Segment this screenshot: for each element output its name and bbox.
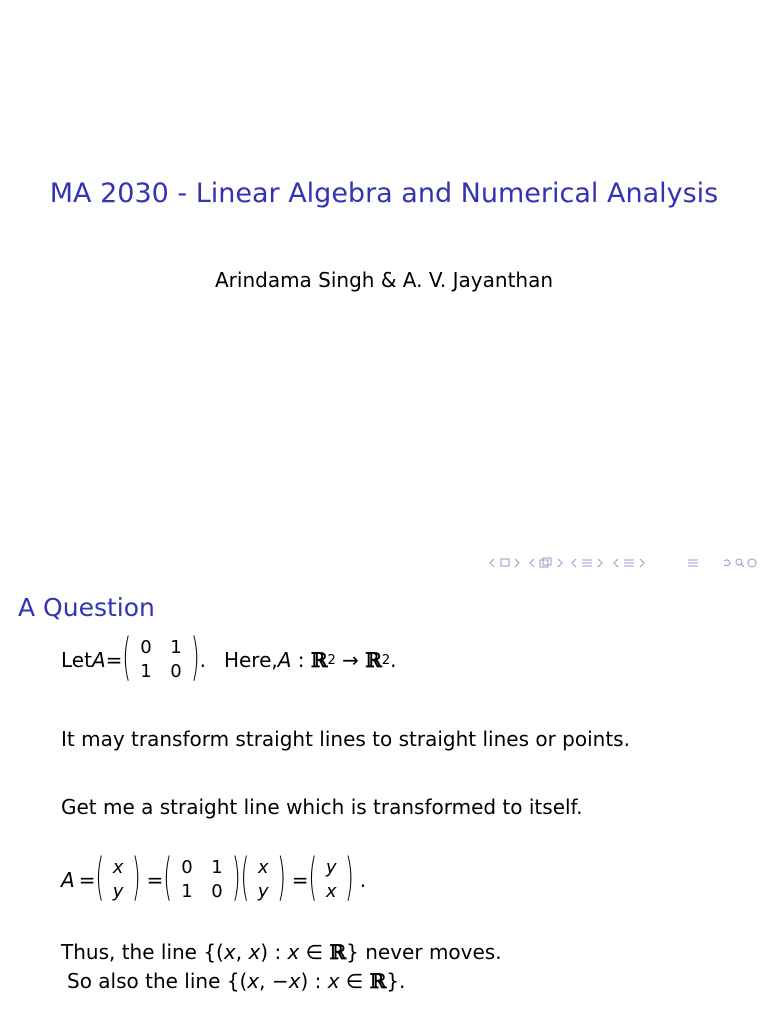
back-icon[interactable] xyxy=(724,560,730,566)
right-paren: ) xyxy=(132,850,141,908)
next-subsection-icon[interactable] xyxy=(598,559,602,567)
reals-symbol: ℝ xyxy=(365,648,382,672)
matrix-variable: A xyxy=(61,868,75,892)
frame-icon[interactable] xyxy=(501,559,509,566)
arrow: → xyxy=(335,648,366,672)
right-paren: ) xyxy=(190,630,200,688)
matrix-cell: 1 xyxy=(181,881,193,902)
text: , − xyxy=(259,969,289,993)
matrix-cell: 1 xyxy=(140,661,152,682)
equals-sign: = xyxy=(291,868,309,892)
first-page-icon[interactable] xyxy=(490,559,494,567)
frame-title: A Question xyxy=(18,593,155,622)
text: ) : xyxy=(300,969,328,993)
second-conclusion-line xyxy=(67,969,405,993)
left-paren: ( xyxy=(95,850,105,908)
matrix-variable: A xyxy=(277,648,292,672)
beamer-navigation-bar xyxy=(488,555,760,571)
vector-cell: y xyxy=(257,881,269,902)
vector-cell: x xyxy=(112,857,124,878)
left-paren: ( xyxy=(240,850,250,908)
right-paren: ) xyxy=(232,850,241,908)
let-text: Let xyxy=(61,648,92,672)
exponent: 2 xyxy=(327,652,336,668)
left-paren: ( xyxy=(308,850,318,908)
period: . xyxy=(390,648,397,672)
right-paren: ) xyxy=(277,850,286,908)
prev-subsection-icon[interactable] xyxy=(572,559,576,567)
equals-sign: = xyxy=(105,648,123,672)
right-paren: ) xyxy=(345,850,354,908)
definition-line xyxy=(61,630,397,688)
matrix-variable: A xyxy=(91,648,106,672)
vector-yx xyxy=(317,856,345,904)
var-x: x xyxy=(223,940,236,964)
vector-xy xyxy=(104,856,132,904)
reals-symbol: ℝ xyxy=(329,940,347,964)
period: . xyxy=(199,648,206,672)
conclusion-line xyxy=(61,940,502,964)
next-frame-icon[interactable] xyxy=(515,559,519,567)
matrix-cell: 1 xyxy=(211,857,223,878)
text: ) : xyxy=(260,940,288,964)
outline-icon[interactable] xyxy=(688,560,698,566)
var-x: x xyxy=(288,969,301,993)
here-text: Here, xyxy=(223,648,278,672)
matrix-A xyxy=(131,636,191,684)
statement-line: It may transform straight lines to straight lines or points. xyxy=(61,727,630,751)
text: So also the line {( xyxy=(67,969,248,993)
reals-symbol: ℝ xyxy=(310,648,328,672)
element-of: ∈ xyxy=(299,940,330,964)
matrix-cell: 0 xyxy=(181,857,193,878)
period: . xyxy=(359,868,367,892)
prev-section2-icon[interactable] xyxy=(614,559,618,567)
equation-line xyxy=(61,850,367,908)
navigation-icons xyxy=(488,555,760,571)
frames-stack-icon[interactable] xyxy=(540,558,551,567)
presentation-title: MA 2030 - Linear Algebra and Numerical Analysis xyxy=(49,178,719,209)
exponent: 2 xyxy=(381,652,391,668)
matrix-A xyxy=(172,856,232,904)
var-x: x xyxy=(327,969,340,993)
equals-sign: = xyxy=(78,868,96,892)
text: Thus, the line {( xyxy=(61,940,224,964)
matrix-cell: 0 xyxy=(170,661,182,682)
var-x: x xyxy=(247,969,260,993)
matrix-cell: 0 xyxy=(140,637,152,658)
matrix-cell: 0 xyxy=(211,881,223,902)
colon: : xyxy=(291,648,311,672)
element-of: ∈ xyxy=(339,969,370,993)
reals-symbol: ℝ xyxy=(369,969,387,993)
equals-sign: = xyxy=(146,868,164,892)
text: , xyxy=(235,940,249,964)
left-paren: ( xyxy=(163,850,172,908)
var-x: x xyxy=(287,940,300,964)
text: }. xyxy=(386,969,406,993)
authors: Arindama Singh & A. V. Jayanthan xyxy=(214,268,554,292)
var-x: x xyxy=(248,940,261,964)
next-section2-icon[interactable] xyxy=(640,559,644,567)
next-section-icon[interactable] xyxy=(558,559,562,567)
section-icon[interactable] xyxy=(624,560,634,566)
vector-cell: y xyxy=(325,857,337,878)
matrix-cell: 1 xyxy=(170,637,182,658)
prev-section-icon[interactable] xyxy=(530,559,534,567)
search-icon[interactable] xyxy=(736,559,744,567)
zoom-icon[interactable] xyxy=(748,559,756,567)
vector-cell: x xyxy=(257,857,269,878)
vector-cell: y xyxy=(112,881,124,902)
vector-xy xyxy=(249,856,277,904)
content-slide xyxy=(0,576,768,1024)
subsection-icon[interactable] xyxy=(582,560,592,566)
vector-cell: x xyxy=(325,881,337,902)
question-line: Get me a straight line which is transformed to itself. xyxy=(61,795,583,819)
left-paren: ( xyxy=(122,630,131,688)
text: } never moves. xyxy=(346,940,502,964)
